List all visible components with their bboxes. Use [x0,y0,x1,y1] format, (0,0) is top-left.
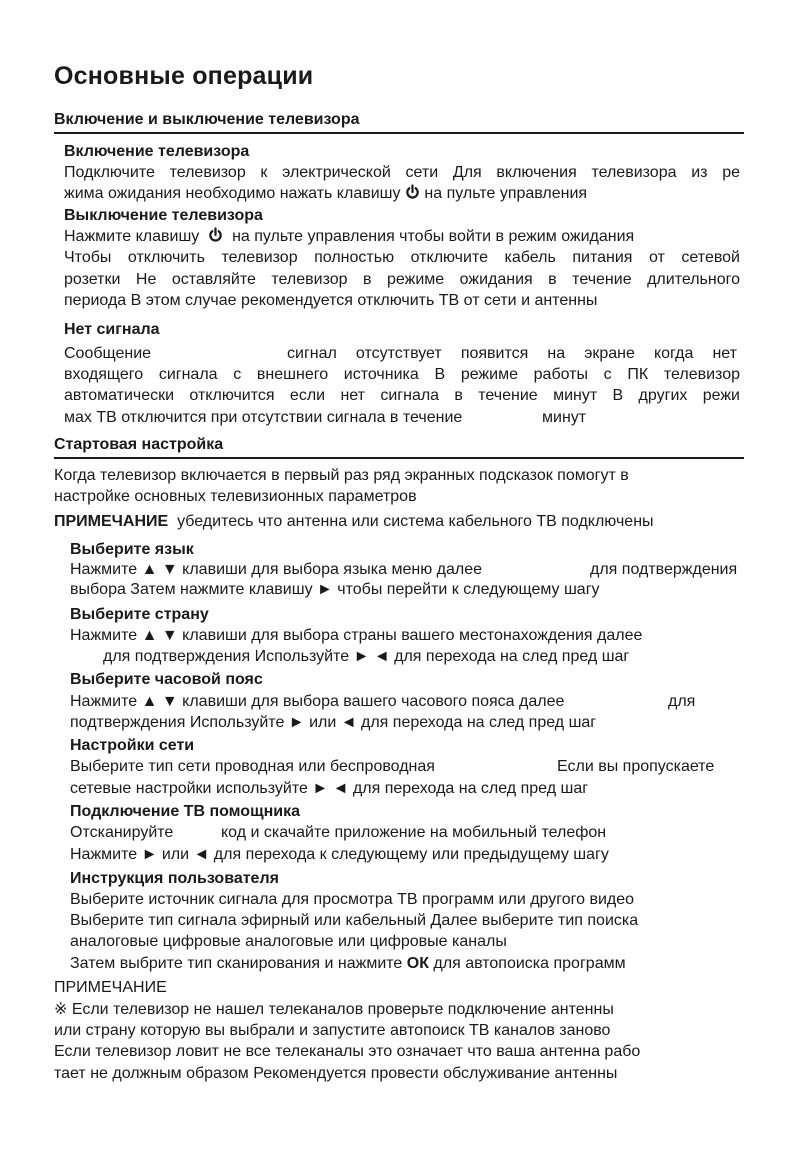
section-heading-setup: Стартовая настройка [54,436,744,459]
text-fragment: Затем выбрите тип сканирования и нажмите [70,955,403,972]
text-line: автоматически отключится если нет сигнала в течение минут В других режи [64,387,740,404]
text-line: входящего сигнала с внешнего источника В режиме работы с ПК телевизор [64,366,740,383]
text-line: Выберите тип сигнала эфирный или кабельный Далее выберите тип поиска [70,912,639,929]
subheading-user-guide: Инструкция пользователя [70,870,279,887]
text-line: для [668,693,696,710]
text-fragment: жима ожидания необходимо нажать клавишу [64,185,401,202]
subheading-power-on: Включение телевизора [64,143,250,160]
text-line: Чтобы отключить телевизор полностью отключите кабель питания от сетевой [64,249,740,266]
text-line: для подтверждения Используйте ► ◄ для перехода на след пред шаг [103,648,630,665]
text-line: ※ Если телевизор не нашел телеканалов проверьте подключение антенны [54,1001,614,1018]
text-line: Нажмите ▲ ▼ клавиши для выбора вашего часового пояса далее [70,693,565,710]
text-line: мах ТВ отключится при отсутствии сигнала в течение [64,409,463,426]
note-label: ПРИМЕЧАНИЕ [54,513,169,530]
subheading-network: Настройки сети [70,737,195,754]
section-heading-power: Включение и выключение телевизора [54,111,744,134]
power-icon [405,184,420,200]
text-line: Если вы пропускаете [557,758,715,775]
subheading-tv-assistant: Подключение ТВ помощника [70,803,300,820]
text-line [64,184,587,204]
text-fragment: на пульте управления [424,185,588,202]
text-line: розетки Не оставляйте телевизор в режиме ожидания в течение длительного [64,271,740,288]
text-line [70,954,626,974]
text-line: Выберите источник сигнала для просмотра ТВ программ или другого видео [70,891,635,908]
page-title: Основные операции [54,62,314,90]
text-line: Сообщение [64,345,152,362]
text-line: настройке основных телевизионных параметров [54,488,417,505]
text-line: код и скачайте приложение на мобильный телефон [221,824,607,841]
text-line: аналоговые цифровые аналоговые или цифровые каналы [70,933,507,950]
text-line: Выберите тип сети проводная или беспроводная [70,758,435,775]
text-line: Отсканируйте [70,824,174,841]
text-line: выбора Затем нажмите клавишу ► чтобы перейти к следующему шагу [70,581,600,598]
text-line: сигнал отсутствует появится на экране когда нет [287,345,737,362]
text-line: тает не должным образом Рекомендуется провести обслуживание антенны [54,1065,618,1082]
text-line: Нажмите ▲ ▼ клавиши для выбора языка меню далее [70,561,483,578]
subheading-no-signal: Нет сигнала [64,321,160,338]
note-text: убедитесь что антенна или система кабельного ТВ подключены [177,513,654,530]
subheading-language: Выберите язык [70,541,194,558]
ok-key-label: ОК [406,955,429,972]
power-icon [208,227,223,243]
text-line: Подключите телевизор к электрической сети Для включения телевизора из ре [64,164,740,181]
text-line: минут [542,409,587,426]
text-line: для подтверждения [590,561,738,578]
subheading-power-off: Выключение телевизора [64,207,263,224]
subheading-country: Выберите страну [70,606,209,623]
text-line: периода В этом случае рекомендуется отключить ТВ от сети и антенны [64,292,598,309]
text-line: Если телевизор ловит не все телеканалы это означает что ваша антенна рабо [54,1043,641,1060]
text-line: Нажмите ▲ ▼ клавиши для выбора страны вашего местонахождения далее [70,627,643,644]
subheading-timezone: Выберите часовой пояс [70,671,263,688]
text-line: подтверждения Используйте ► или ◄ для перехода на след пред шаг [70,714,597,731]
text-line: или страну которую вы выбрали и запустите автопоиск ТВ каналов заново [54,1022,611,1039]
note-label: ПРИМЕЧАНИЕ [54,979,167,996]
text-fragment: Нажмите клавишу [64,228,200,245]
text-fragment: для автопоиска программ [433,955,626,972]
text-line: Когда телевизор включается в первый раз ряд экранных подсказок помогут в [54,467,629,484]
note-line [54,512,654,532]
text-line: Нажмите ► или ◄ для перехода к следующему или предыдущему шагу [70,846,609,863]
text-fragment: на пульте управления чтобы войти в режим ожидания [232,228,635,245]
text-line [64,227,634,247]
text-line: сетевые настройки используйте ► ◄ для перехода на след пред шаг [70,780,589,797]
